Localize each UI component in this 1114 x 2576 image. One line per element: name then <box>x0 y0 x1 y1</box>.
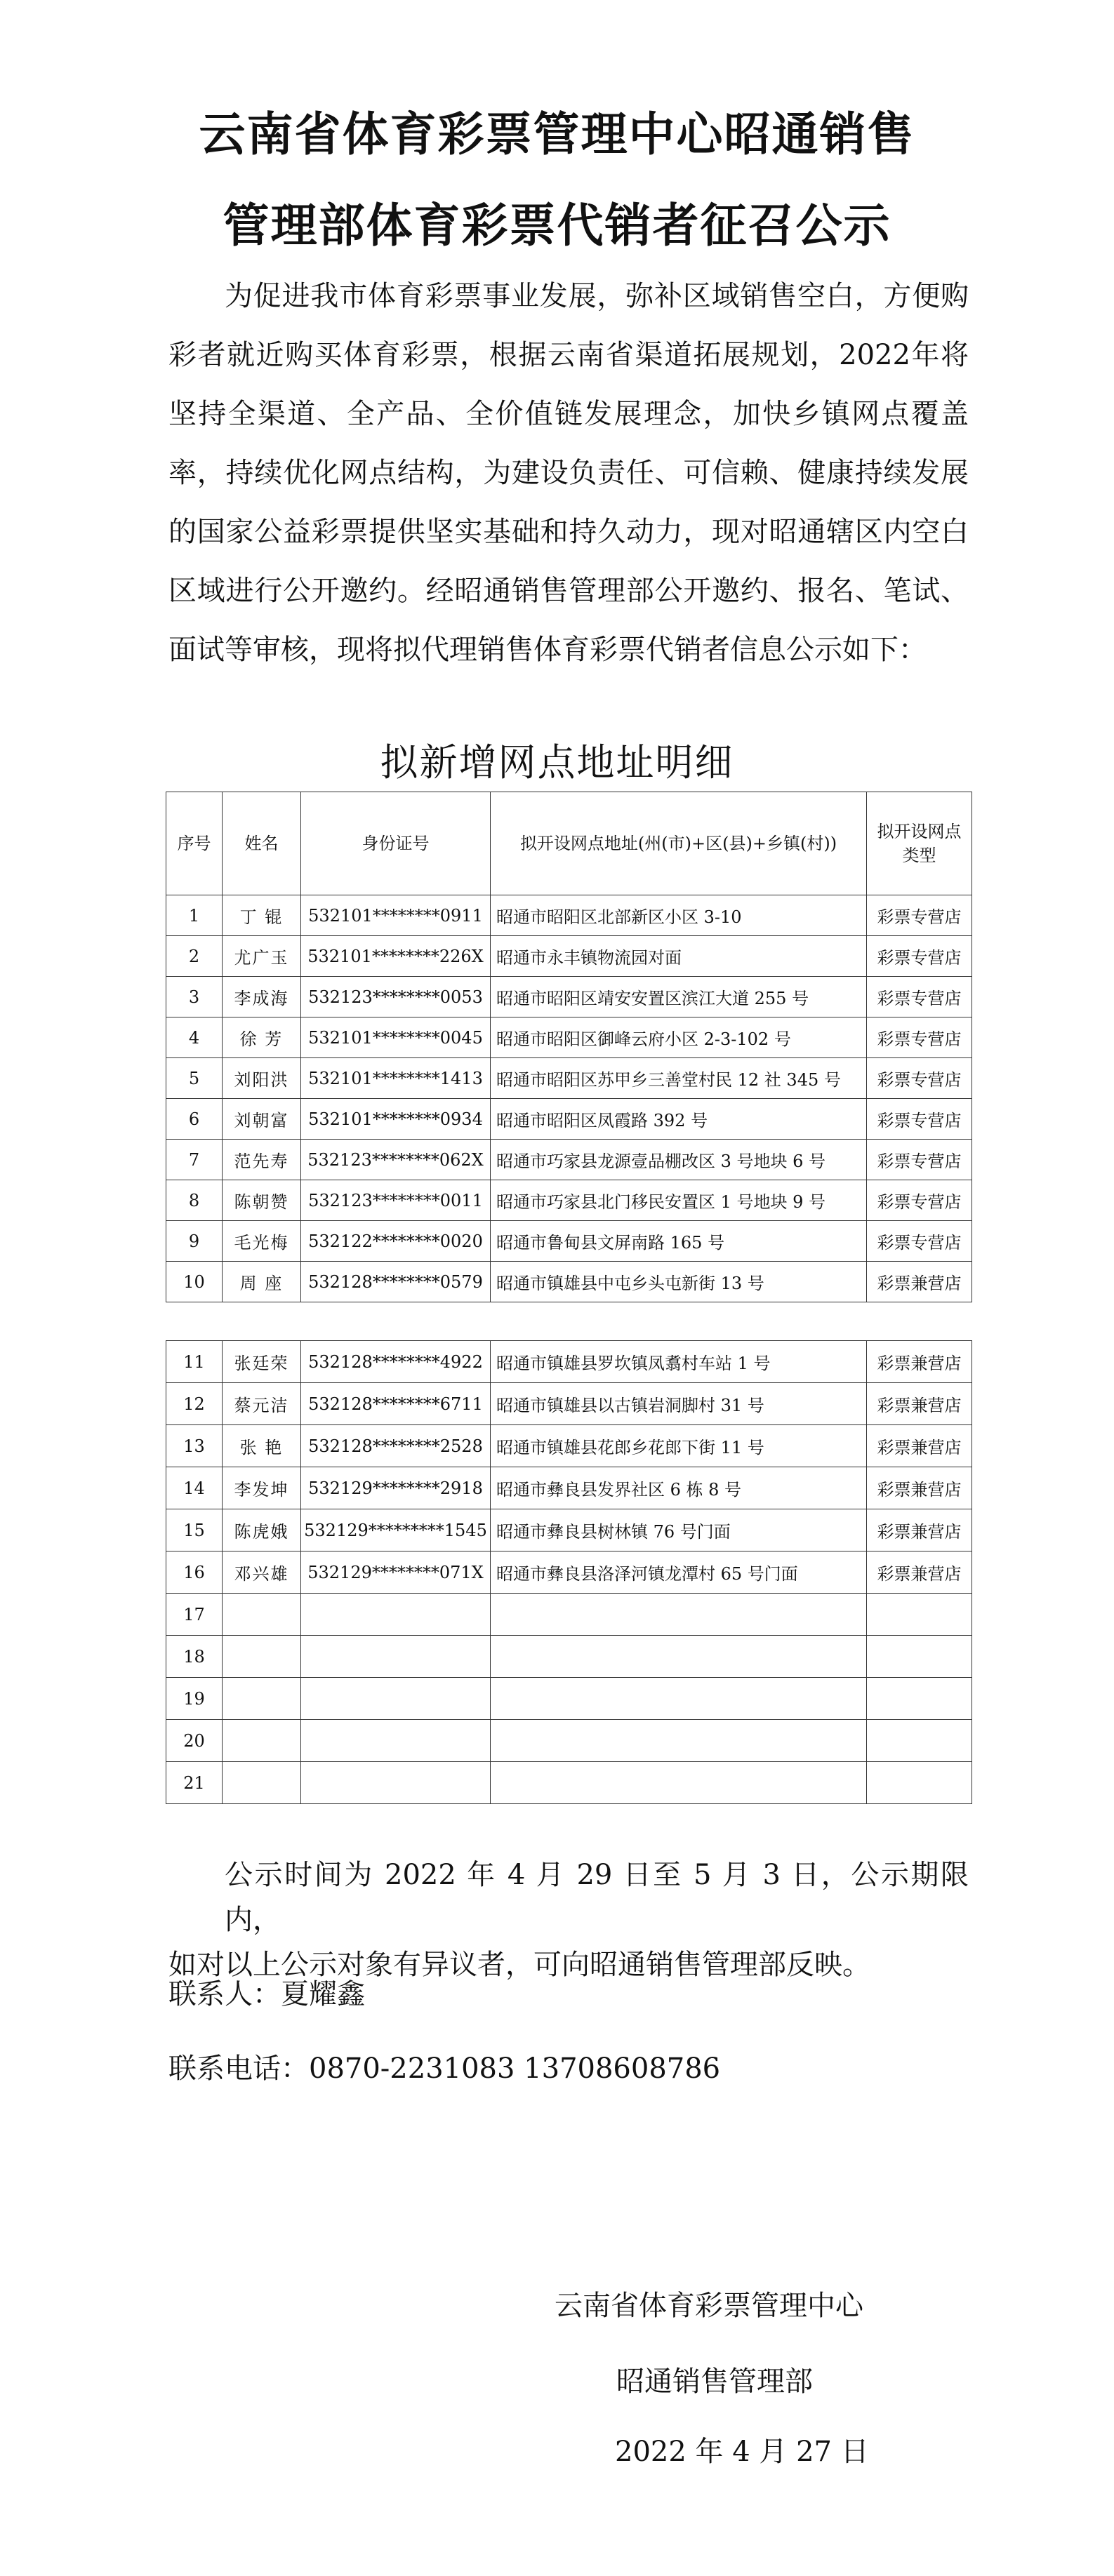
table-row <box>166 1262 972 1302</box>
table-row <box>166 1058 972 1099</box>
cell-address: 昭通市永丰镇物流园对面 <box>491 936 867 977</box>
cell-no: 3 <box>166 977 223 1017</box>
cell-type: 彩票专营店 <box>867 1058 972 1099</box>
cell-no: 6 <box>166 1099 223 1140</box>
table-row <box>166 1017 972 1058</box>
cell-type: 彩票专营店 <box>867 895 972 936</box>
cell-id: 532101********0911 <box>301 895 491 936</box>
notice-line-2: 如对以上公示对象有异议者，可向昭通销售管理部反映。 <box>168 1949 870 1981</box>
table-row <box>166 1678 972 1720</box>
cell-no: 2 <box>166 936 223 977</box>
cell-no: 19 <box>166 1678 223 1720</box>
cell-no: 8 <box>166 1180 223 1221</box>
header-type: 拟开设网点类型 <box>867 792 972 895</box>
page-title-line-1: 云南省体育彩票管理中心昭通销售 <box>199 107 915 161</box>
cell-type: 彩票专营店 <box>867 1017 972 1058</box>
cell-id: 532101********0045 <box>301 1017 491 1058</box>
cell-address <box>491 1762 867 1804</box>
intro-paragraph: 为促进我市体育彩票事业发展，弥补区域销售空白，方便购彩者就近购买体育彩票，根据云南省渠道拓展规划，2022年将坚持全渠道、全产品、全价值链发展理念，加快乡镇网点覆盖率，持续优化网点结构，为建设负责任、可信赖、健康持续发展的国家公益彩票提供坚实基础和持久动力，现对昭通辖区内空白区域进行公开邀约。经昭通销售管理部公开邀约、报名、笔试、面试等审核，现将拟代理销售体育彩票代销者信息公示如下： <box>168 280 969 666</box>
cell-type: 彩票专营店 <box>867 1180 972 1221</box>
cell-type: 彩票专营店 <box>867 977 972 1017</box>
cell-address: 昭通市昭阳区靖安安置区滨江大道 255 号 <box>491 977 867 1017</box>
cell-type: 彩票兼营店 <box>867 1551 972 1594</box>
cell-type <box>867 1594 972 1636</box>
cell-no: 14 <box>166 1467 223 1509</box>
cell-no: 7 <box>166 1140 223 1180</box>
cell-address: 昭通市彝良县洛泽河镇龙潭村 65 号门面 <box>491 1551 867 1594</box>
cell-id <box>301 1636 491 1678</box>
cell-no: 1 <box>166 895 223 936</box>
cell-type <box>867 1636 972 1678</box>
cell-name: 周 座 <box>223 1262 301 1302</box>
table-row <box>166 1551 972 1594</box>
cell-type <box>867 1678 972 1720</box>
cell-name: 徐 芳 <box>223 1017 301 1058</box>
outlet-table-part-1 <box>166 792 972 1302</box>
cell-name: 刘朝富 <box>223 1099 301 1140</box>
cell-id: 532123********0011 <box>301 1180 491 1221</box>
table-row <box>166 1425 972 1467</box>
cell-address: 昭通市彝良县树林镇 76 号门面 <box>491 1509 867 1551</box>
header-address: 拟开设网点地址(州(市)+区(县)+乡镇(村)) <box>491 792 867 895</box>
cell-address: 昭通市镇雄县以古镇岩洞脚村 31 号 <box>491 1383 867 1425</box>
table-row <box>166 1180 972 1221</box>
cell-name: 陈虎娥 <box>223 1509 301 1551</box>
header-no: 序号 <box>166 792 223 895</box>
cell-type: 彩票专营店 <box>867 1140 972 1180</box>
cell-address: 昭通市巧家县北门移民安置区 1 号地块 9 号 <box>491 1180 867 1221</box>
signature-dept: 昭通销售管理部 <box>616 2365 813 2398</box>
cell-id: 532123********062X <box>301 1140 491 1180</box>
cell-type: 彩票兼营店 <box>867 1467 972 1509</box>
cell-id: 532129*********1545 <box>301 1509 491 1551</box>
cell-id: 532101********1413 <box>301 1058 491 1099</box>
signature-org: 云南省体育彩票管理中心 <box>555 2290 863 2322</box>
cell-name: 范先寿 <box>223 1140 301 1180</box>
cell-name <box>223 1678 301 1720</box>
cell-no: 15 <box>166 1509 223 1551</box>
table-title: 拟新增网点地址明细 <box>380 740 734 785</box>
cell-no: 18 <box>166 1636 223 1678</box>
cell-name: 丁 锟 <box>223 895 301 936</box>
page-title-line-2: 管理部体育彩票代销者征召公示 <box>223 199 891 253</box>
signature-date: 2022 年 4 月 27 日 <box>615 2436 869 2468</box>
cell-address <box>491 1720 867 1762</box>
cell-no: 12 <box>166 1383 223 1425</box>
table-row <box>166 977 972 1017</box>
cell-no: 4 <box>166 1017 223 1058</box>
contact-person: 联系人：夏耀鑫 <box>168 1978 365 2010</box>
cell-name: 邓兴雄 <box>223 1551 301 1594</box>
cell-no: 13 <box>166 1425 223 1467</box>
cell-name: 张廷荣 <box>223 1341 301 1383</box>
cell-name: 陈朝赞 <box>223 1180 301 1221</box>
cell-name: 蔡元洁 <box>223 1383 301 1425</box>
cell-type: 彩票专营店 <box>867 1099 972 1140</box>
contact-phone: 联系电话：0870-2231083 13708608786 <box>168 2053 721 2085</box>
table-row <box>166 936 972 977</box>
cell-address: 昭通市巧家县龙源壹品棚改区 3 号地块 6 号 <box>491 1140 867 1180</box>
cell-name: 毛光梅 <box>223 1221 301 1262</box>
cell-id <box>301 1720 491 1762</box>
cell-no: 10 <box>166 1262 223 1302</box>
table-row <box>166 1221 972 1262</box>
cell-id: 532128********4922 <box>301 1341 491 1383</box>
cell-type <box>867 1720 972 1762</box>
table-row <box>166 1467 972 1509</box>
cell-address: 昭通市昭阳区苏甲乡三善堂村民 12 社 345 号 <box>491 1058 867 1099</box>
cell-type: 彩票兼营店 <box>867 1262 972 1302</box>
table-row <box>166 1594 972 1636</box>
cell-name <box>223 1720 301 1762</box>
cell-name <box>223 1636 301 1678</box>
table-row <box>166 1509 972 1551</box>
notice-paragraph <box>168 1853 969 1987</box>
cell-no: 20 <box>166 1720 223 1762</box>
cell-id <box>301 1762 491 1804</box>
cell-name: 张 艳 <box>223 1425 301 1467</box>
cell-address: 昭通市彝良县发界社区 6 栋 8 号 <box>491 1467 867 1509</box>
cell-address: 昭通市镇雄县中屯乡头屯新街 13 号 <box>491 1262 867 1302</box>
cell-type: 彩票兼营店 <box>867 1383 972 1425</box>
cell-name: 李成海 <box>223 977 301 1017</box>
cell-id: 532123********0053 <box>301 977 491 1017</box>
cell-no: 9 <box>166 1221 223 1262</box>
cell-id: 532128********0579 <box>301 1262 491 1302</box>
cell-address: 昭通市镇雄县花郎乡花郎下街 11 号 <box>491 1425 867 1467</box>
cell-name: 李发坤 <box>223 1467 301 1509</box>
cell-id: 532128********2528 <box>301 1425 491 1467</box>
cell-address: 昭通市昭阳区凤霞路 392 号 <box>491 1099 867 1140</box>
cell-id: 532129********2918 <box>301 1467 491 1509</box>
cell-address <box>491 1636 867 1678</box>
cell-no: 11 <box>166 1341 223 1383</box>
table-row <box>166 1341 972 1383</box>
cell-type: 彩票兼营店 <box>867 1341 972 1383</box>
cell-address: 昭通市鲁甸县文屏南路 165 号 <box>491 1221 867 1262</box>
cell-type: 彩票专营店 <box>867 1221 972 1262</box>
cell-id: 532101********0934 <box>301 1099 491 1140</box>
cell-name: 尤广玉 <box>223 936 301 977</box>
header-id: 身份证号 <box>301 792 491 895</box>
table-row <box>166 1140 972 1180</box>
cell-name <box>223 1762 301 1804</box>
cell-name <box>223 1594 301 1636</box>
cell-no: 17 <box>166 1594 223 1636</box>
cell-no: 5 <box>166 1058 223 1099</box>
table-row <box>166 1099 972 1140</box>
cell-name: 刘阳洪 <box>223 1058 301 1099</box>
cell-address <box>491 1594 867 1636</box>
cell-id: 532101********226X <box>301 936 491 977</box>
cell-type <box>867 1762 972 1804</box>
cell-id: 532128********6711 <box>301 1383 491 1425</box>
cell-address: 昭通市昭阳区北部新区小区 3-10 <box>491 895 867 936</box>
cell-address: 昭通市昭阳区御峰云府小区 2-3-102 号 <box>491 1017 867 1058</box>
cell-address <box>491 1678 867 1720</box>
table-row <box>166 1762 972 1804</box>
outlet-table-part-2 <box>166 1340 972 1804</box>
table-row <box>166 1720 972 1762</box>
cell-no: 21 <box>166 1762 223 1804</box>
notice-line-1: 公示时间为 2022 年 4 月 29 日至 5 月 3 日，公示期限内， <box>225 1859 969 1936</box>
table-row <box>166 895 972 936</box>
cell-type: 彩票兼营店 <box>867 1425 972 1467</box>
cell-id <box>301 1594 491 1636</box>
table-header-row <box>166 792 972 895</box>
cell-type: 彩票兼营店 <box>867 1509 972 1551</box>
cell-id <box>301 1678 491 1720</box>
cell-type: 彩票专营店 <box>867 936 972 977</box>
cell-id: 532122********0020 <box>301 1221 491 1262</box>
cell-address: 昭通市镇雄县罗坎镇凤翥村车站 1 号 <box>491 1341 867 1383</box>
header-name: 姓名 <box>223 792 301 895</box>
table-row <box>166 1636 972 1678</box>
table-row <box>166 1383 972 1425</box>
cell-no: 16 <box>166 1551 223 1594</box>
cell-id: 532129********071X <box>301 1551 491 1594</box>
